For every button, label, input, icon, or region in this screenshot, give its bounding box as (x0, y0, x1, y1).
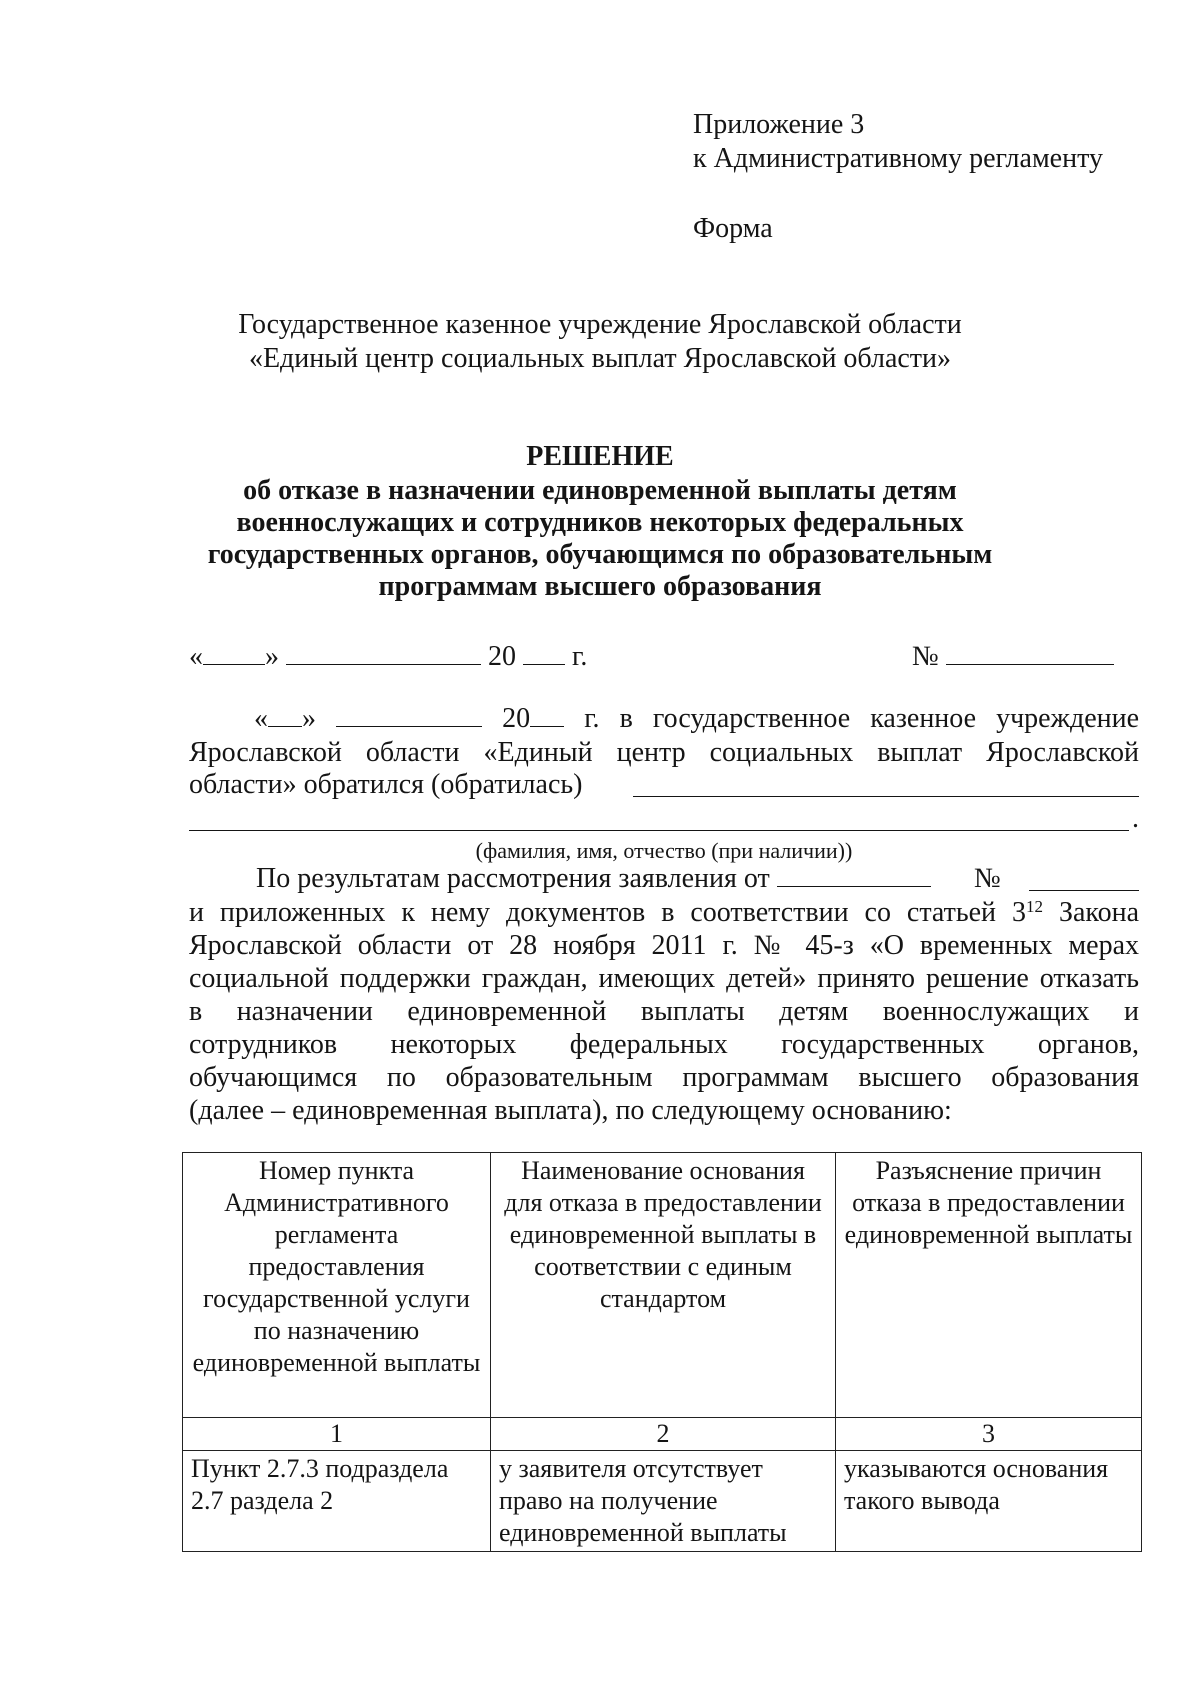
paragraph1-line-1: « » 20 г. в государственное казенное учреждение (254, 703, 1140, 734)
month-blank (286, 642, 481, 665)
title-line-2: военнослужащих и сотрудников некоторых федеральных (236, 507, 964, 538)
paragraph2-line-7: обучающимся по образовательным программам высшего образования (189, 1062, 1139, 1093)
institution-line-2: «Единый центр социальных выплат Ярославской области» (248, 343, 952, 374)
date-close-quote: » (265, 641, 279, 672)
year-suffix: г. (572, 641, 588, 672)
paragraph2-line-2: и приложенных к нему документов в соответствии со статьей $3^{12}$ Закона (189, 897, 1140, 928)
paragraph2-line-3: Ярославской области от 28 ноября 2011 г. № 45-з «О временных мерах (189, 930, 1139, 961)
paragraph2-line-1: По результатам рассмотрения заявления от № (256, 862, 1139, 896)
table-number-row (183, 1418, 1142, 1451)
applicant-name-blank-2 (189, 808, 1129, 831)
applicant-name-blank (633, 774, 1139, 797)
title-line-1: об отказе в назначении единовременной выплаты детям (243, 475, 957, 506)
column-number: 2 (491, 1418, 836, 1451)
institution-line-1: Государственное казенное учреждение Ярославской области (238, 309, 962, 340)
table-header-row (183, 1153, 1142, 1418)
application-number-blank (1029, 868, 1139, 891)
title-line-4: программам высшего образования (378, 571, 822, 602)
header-refusal-ground: Наименование основания для отказа в предоставлении единовременной выплаты в соответствии с единым стандартом (491, 1153, 836, 1418)
column-number: 3 (836, 1418, 1142, 1451)
form-label: Форма (693, 213, 773, 244)
name-caption: (фамилия, имя, отчество (при наличии)) (475, 838, 853, 863)
p1-month-blank (336, 704, 482, 727)
title-line-3: государственных органов, обучающимся по образовательным (207, 539, 993, 570)
refusal-table (182, 1152, 1142, 1552)
document-heading: РЕШЕНИЕ (526, 441, 674, 472)
paragraph2-line-6: сотрудников некоторых федеральных государственных органов, (189, 1029, 1139, 1060)
row-explanation: указываются основания такого вывода (836, 1451, 1142, 1552)
row-ground: у заявителя отсутствует право на получение единовременной выплаты (491, 1451, 836, 1552)
number-blank (946, 642, 1114, 665)
row-clause: Пункт 2.7.3 подраздела 2.7 раздела 2 (183, 1451, 491, 1552)
column-number: 1 (183, 1418, 491, 1451)
day-blank (203, 642, 265, 665)
date-row (189, 640, 587, 674)
application-date-blank (777, 864, 931, 887)
number-sign: № (912, 641, 939, 672)
regulation-label: к Административному регламенту (693, 143, 1103, 174)
date-open-quote: « (189, 641, 203, 672)
number-row (912, 640, 1114, 674)
paragraph2-line-5: в назначении единовременной выплаты детям военнослужащих и (189, 996, 1139, 1027)
paragraph1-line-2: Ярославской области «Единый центр социальных выплат Ярославской (189, 737, 1139, 768)
header-refusal-explanation: Разъяснение причин отказа в предоставлении единовременной выплаты (836, 1153, 1142, 1418)
p1-day-blank (268, 704, 302, 727)
p1-year-blank (530, 704, 564, 727)
header-clause-number: Номер пункта Административного регламента предоставления государственной услуги по назначению единовременной выплаты (183, 1153, 491, 1418)
applicant-name-line-2: . (189, 802, 1139, 836)
table-row (183, 1451, 1142, 1552)
paragraph1-line-3: области» обратился (обратилась) (189, 768, 1139, 802)
paragraph2-line-8: (далее – единовременная выплата), по следующему основанию: (189, 1095, 952, 1126)
paragraph2-line-4: социальной поддержки граждан, имеющих детей» принято решение отказать (189, 963, 1139, 994)
year-prefix: 20 (488, 641, 516, 672)
appendix-label: Приложение 3 (693, 109, 865, 140)
year-blank (523, 642, 565, 665)
